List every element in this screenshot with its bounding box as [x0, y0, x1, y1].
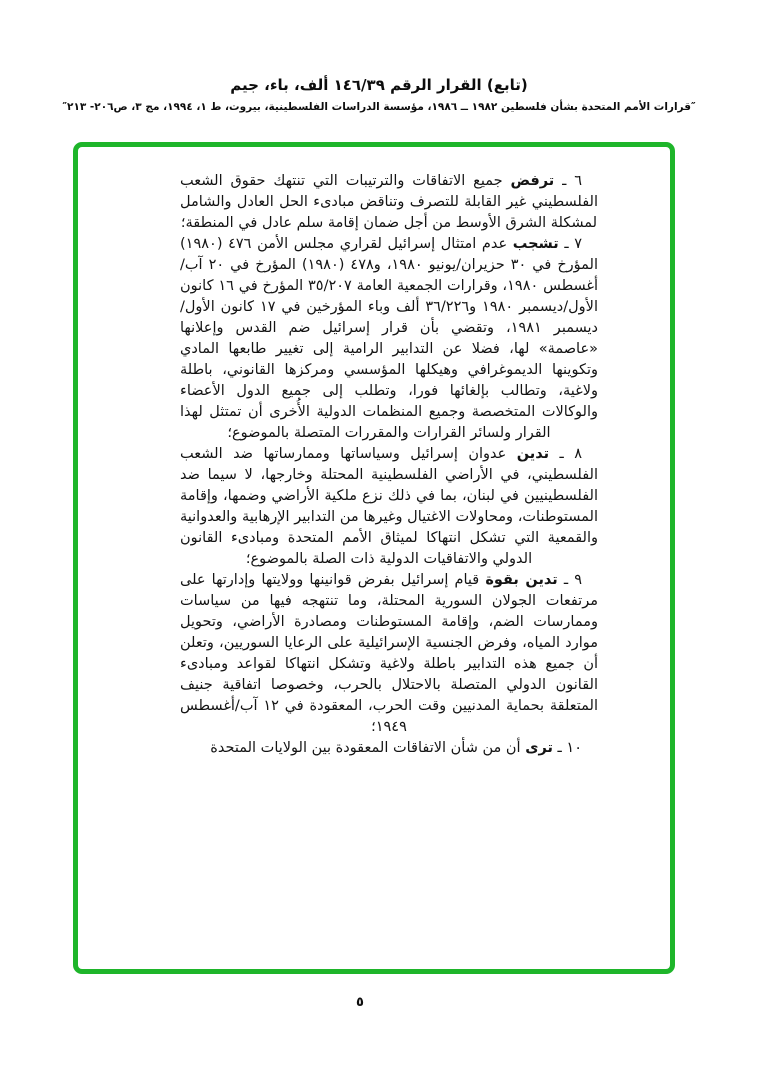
paragraph-text: أن من شأن الاتفاقات المعقودة بين الولايات المتحدة [210, 740, 526, 756]
page-header [0, 0, 758, 113]
resolution-paragraph-9 [180, 570, 598, 738]
source-citation: ″قرارات الأمم المتحدة بشأن فلسطين ١٩٨٢ ــ ١٩٨٦، مؤسسة الدراسات الفلسطينية، بيروت، ط ١، ١٩٩٤، مج ٣، ص٢٠٦- ٢١٣″ [62, 101, 696, 113]
resolution-paragraph-8 [180, 444, 598, 570]
resolution-body [78, 147, 670, 759]
resolution-paragraph-10 [180, 738, 598, 759]
paragraph-text: قيام إسرائيل بفرض قوانينها وولايتها وإدارتها على مرتفعات الجولان السورية المحتلة، وما تنتهجه فيها من سياسات وممارسات الضم، وإقامة المستوطنات ومصادرة الأراضي، وتحويل موارد المياه، وفرض الجنسية الإسرائيلية على الرعايا السوريين، وتعلن أن جميع هذه التدابير باطلة ولاغية وتشكل انتهاكا لقواعد ومبادىء القانون الدولي المتصلة بالاحتلال بالحرب، وخصوصا اتفاقية جنيف المتعلقة بحماية المدنيين وقت الحرب، المعقودة في ١٢ آب/أغسطس ١٩٤٩؛ [180, 572, 598, 735]
paragraph-text: جميع الاتفاقات والترتيبات التي تنتهك حقوق الشعب الفلسطيني غير القابلة للتصرف وتناقض مبادىء الحل العادل والشامل لمشكلة الشرق الأوسط من أجل ضمان إقامة سلم عادل في المنطقة؛ [180, 173, 598, 231]
paragraph-number: ٩ ـ [557, 572, 582, 588]
paragraph-number: ٨ ـ [549, 446, 582, 462]
green-highlight-frame [73, 142, 675, 974]
paragraph-text: عدوان إسرائيل وسياساتها وممارساتها ضد الشعب الفلسطيني، في الأراضي الفلسطينية المحتلة وخارجها، لا سيما ضد الفلسطينيين في لبنان، بما في ذلك نزع ملكية الأراضي وضمها، وإقامة المستوطنات، ومحاولات الاغتيال وغيرها من التدابير الإرهابية والعدوانية والقمعية التي تشكل انتهاكا لميثاق الأمم المتحدة ومبادىء القانون الدولي والاتفاقيات الدولية ذات الصلة بالموضوع؛ [180, 446, 598, 567]
paragraph-operative-verb: تشجب [512, 236, 559, 252]
paragraph-operative-verb: تدين [516, 446, 550, 462]
paragraph-number: ١٠ ـ [552, 740, 582, 756]
paragraph-number: ٧ ـ [558, 236, 582, 252]
page-number: ٥ [356, 995, 364, 1010]
resolution-paragraph-7 [180, 234, 598, 444]
paragraph-number: ٦ ـ [554, 173, 582, 189]
paragraph-text: عدم امتثال إسرائيل لقراري مجلس الأمن ٤٧٦ (١٩٨٠) المؤرخ في ٣٠ حزيران/يونيو ١٩٨٠، و٤٧٨ (١٩٨٠) المؤرخ في ٢٠ آب/أغسطس ١٩٨٠، وقرارات الجمعية العامة ٣٥/٢٠٧ المؤرخ في ١٦ كانون الأول/ديسمبر ١٩٨٠ و٣٦/٢٢٦ ألف وباء المؤرخين في ١٧ كانون الأول/ديسمبر ١٩٨١، وتقضي بأن قرار إسرائيل ضم القدس وإعلانها «عاصمة» لها، فضلا عن التدابير الرامية إلى تغيير طابعها المادي وتكوينها الديموغرافي وهيكلها المؤسسي ومركزها القانوني، باطلة ولاغية، وتطالب بإلغائها فورا، وتطلب إلى جميع الدول الأعضاء والوكالات المتخصصة وجميع المنظمات الدولية الأُخرى أن تمتثل لهذا القرار ولسائر القرارات والمقررات المتصلة بالموضوع؛ [180, 236, 599, 441]
paragraph-operative-verb: ترفض [510, 173, 555, 189]
resolution-title: (تابع) القرار الرقم ١٤٦/٣٩ ألف، باء، جيم [230, 76, 528, 94]
resolution-paragraph-6 [180, 171, 598, 234]
paragraph-operative-verb: ترى [525, 740, 553, 756]
paragraph-operative-verb: تدين بقوة [485, 572, 558, 588]
